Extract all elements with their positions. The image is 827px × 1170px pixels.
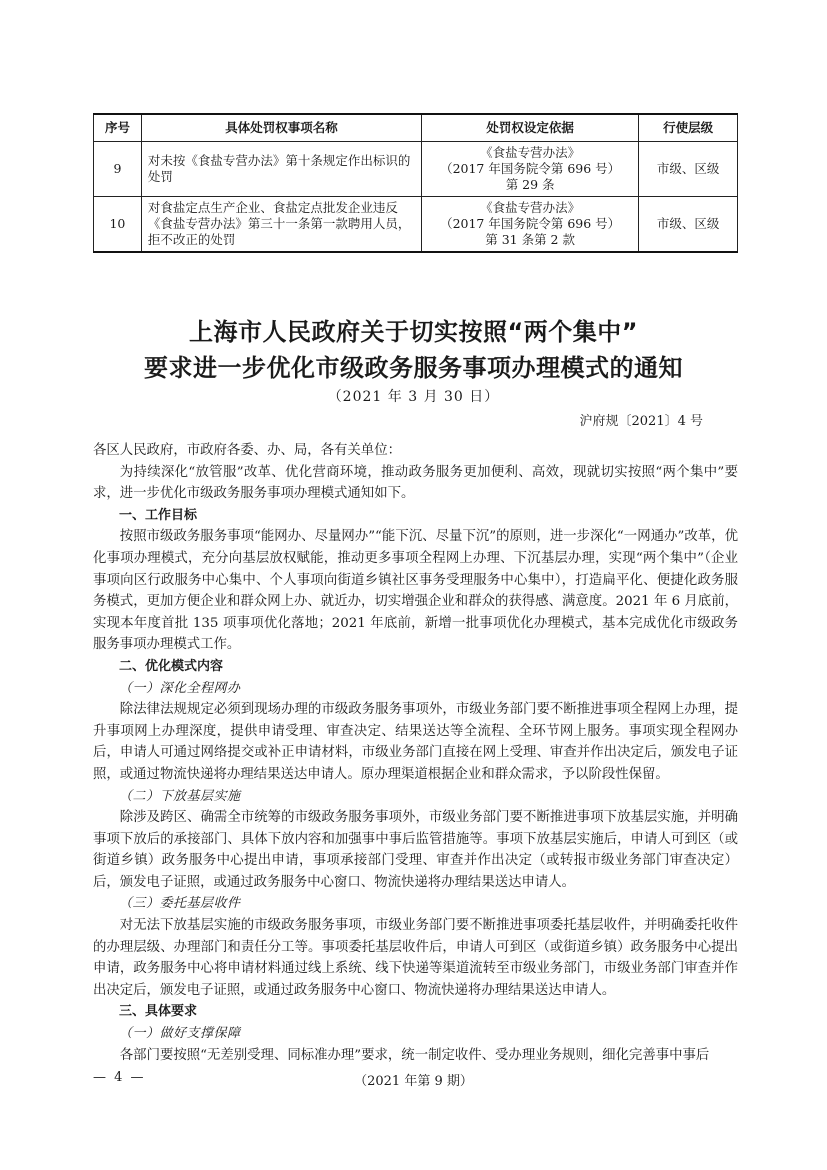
document-title-line-1: 上海市人民政府关于切实按照“两个集中”: [188, 318, 639, 346]
row-level: 市级、区级: [639, 142, 738, 197]
header-basis: 处罚权设定依据: [422, 114, 639, 142]
header-level: 行使层级: [639, 114, 738, 142]
paragraph: 对无法下放基层实施的市级政务服务事项，市级业务部门要不断推进事项委托基层收件，并明确委托收件的办理层级、办理部门和责任分工等。事项委托基层收件后，申请人可到区（或街道乡镇）政务服务中心提出申请，政务服务中心将申请材料通过线上系统、线下快递等渠道流转至市级业务部门，市级业务部门审查并作出决定后，颁发电子证照，或通过政务服务中心窗口、物流快递将办理结果送达申请人。: [93, 918, 738, 998]
document-body: [93, 440, 738, 1066]
basis-law: 《食盐专营办法》: [480, 145, 581, 160]
document-number: 沪府规〔2021〕4 号: [579, 414, 703, 429]
basis-decree: （2017 年国务院令第 696 号）: [440, 215, 621, 231]
row-basis: [422, 197, 639, 252]
paragraph: 各部门要按照“无差别受理、同标准办理”要求，统一制定收件、受办理业务规则，细化完善事中事后: [119, 1047, 710, 1063]
salutation: 各区人民政府，市政府各委、办、局，各有关单位：: [93, 443, 401, 458]
subsection-heading: （三）委托基层收件: [119, 896, 241, 912]
subsection-heading: （二）下放基层实施: [119, 788, 241, 804]
row-name: 对未按《食盐专营办法》第十条规定作出标识的处罚: [141, 142, 421, 197]
table-row: [94, 142, 738, 197]
penalty-items-table: [93, 113, 738, 253]
basis-article: 第 29 条: [505, 177, 555, 192]
table-header-row: [94, 114, 738, 142]
paragraph: 除法律法规规定必须到现场办理的市级政务服务事项外，市级业务部门要不断推进事项全程网上办理，提升事项网上办理深度，提供申请受理、审查决定、结果送达等全流程、全环节网上服务。事项实现全程网办后，申请人可通过网络提交或补正申请材料，市级业务部门直接在网上受理、审查并作出决定后，颁发电子证照，或通过物流快递将办理结果送达申请人。原办理渠道根据企业和群众需求，予以阶段性保留。: [93, 702, 738, 782]
section-heading: 一、工作目标: [119, 507, 198, 523]
subsection-heading: （一）做好支撑保障: [119, 1026, 241, 1042]
table-row: [94, 197, 738, 252]
paragraph: 按照市级政务服务事项“能网办、尽量网办”“能下沉、尽量下沉”的原则，进一步深化“一网通办”改革，优化事项办理模式，充分向基层放权赋能，推动更多事项全程网上办理、下沉基层办理，实现“两个集中”（企业事项向区行政服务中心集中、个人事项向街道乡镇社区事务受理服务中心集中），打造扁平化、便捷化政务服务模式，更加方便企业和群众网上办、就近办，切实增强企业和群众的获得感、满意度。2021 年 6 月底前，实现本年度首批 135 项事项优化落地；2021 年底前，新增一批事项优化办理模式，基本完成优化市级政务服务事项办理模式工作。: [93, 529, 738, 653]
basis-article: 第 31 条第 2 款: [485, 231, 575, 247]
section-heading: 二、优化模式内容: [119, 658, 224, 674]
row-basis: [422, 142, 639, 197]
basis-decree: （2017 年国务院令第 696 号）: [440, 161, 621, 176]
header-seq: 序号: [94, 114, 142, 142]
document-title-line-2: 要求进一步优化市级政务服务事项办理模式的通知: [144, 354, 683, 382]
paragraph: 除涉及跨区、确需全市统筹的市级政务服务事项外，市级业务部门要不断推进事项下放基层实施，并明确事项下放后的承接部门、具体下放内容和加强事中事后监管措施等。事项下放基层实施后，申请人可到区（或街道乡镇）政务服务中心提出申请，事项承接部门受理、审查并作出决定（或转报市级业务部门审查决定）后，颁发电子证照，或通过政务服务中心窗口、物流快递将办理结果送达申请人。: [93, 810, 738, 890]
section-heading: 三、具体要求: [119, 1004, 198, 1020]
basis-law: 《食盐专营办法》: [480, 199, 581, 215]
row-seq: 10: [94, 197, 142, 252]
row-name: 对食盐定点生产企业、食盐定点批发企业违反《食盐专营办法》第三十一条第一款聘用人员，拒不改正的处罚: [141, 197, 421, 252]
row-seq: 9: [94, 142, 142, 197]
document-date: （2021 年 3 月 30 日）: [327, 389, 500, 405]
header-name: 具体处罚权事项名称: [141, 114, 421, 142]
intro-paragraph: 为持续深化“放管服”改革、优化营商环境，推动政务服务更加便利、高效，现就切实按照“两个集中”要求，进一步优化市级政务服务事项办理模式通知如下。: [93, 464, 738, 502]
subsection-heading: （一）深化全程网办: [119, 680, 241, 696]
issue-number: （2021 年第 9 期）: [354, 1074, 473, 1089]
page-number: — 4 —: [93, 1070, 146, 1085]
row-level: 市级、区级: [639, 197, 738, 252]
